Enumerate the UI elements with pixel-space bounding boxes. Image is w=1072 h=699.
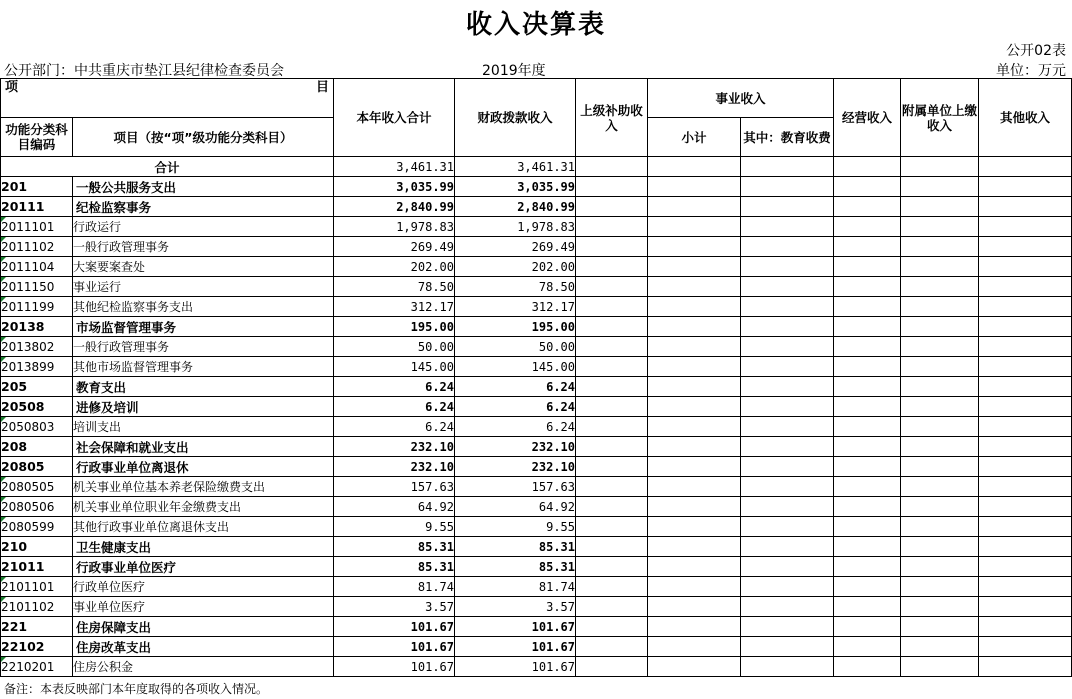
empty-cell <box>834 617 901 637</box>
table-row <box>1 317 1072 337</box>
table-row <box>1 497 1072 517</box>
row-total-income: 85.31 <box>334 557 455 577</box>
row-code: 2013899 <box>1 357 73 377</box>
empty-cell <box>834 517 901 537</box>
empty-cell <box>901 337 979 357</box>
empty-cell <box>901 437 979 457</box>
empty-cell <box>741 377 834 397</box>
empty-cell <box>979 557 1072 577</box>
row-total-income: 6.24 <box>334 377 455 397</box>
empty-cell <box>741 177 834 197</box>
row-code: 221 <box>1 617 73 637</box>
row-total-income: 6.24 <box>334 397 455 417</box>
empty-cell <box>741 577 834 597</box>
empty-cell <box>741 497 834 517</box>
row-total-income: 9.55 <box>334 517 455 537</box>
row-total-income: 78.50 <box>334 277 455 297</box>
row-name: 一般行政管理事务 <box>73 337 334 357</box>
table-row <box>1 397 1072 417</box>
empty-cell <box>901 397 979 417</box>
row-total-income: 85.31 <box>334 537 455 557</box>
row-name: 卫生健康支出 <box>73 537 334 557</box>
empty-cell <box>834 237 901 257</box>
total-label: 合计 <box>1 157 334 177</box>
row-total-income: 101.67 <box>334 617 455 637</box>
row-fiscal-income: 3,035.99 <box>455 177 576 197</box>
header-business-income: 事业收入 <box>648 79 834 118</box>
empty-cell <box>648 457 741 477</box>
row-fiscal-income: 157.63 <box>455 477 576 497</box>
row-name: 其他纪检监察事务支出 <box>73 297 334 317</box>
empty-cell <box>741 277 834 297</box>
row-fiscal-income: 195.00 <box>455 317 576 337</box>
form-code: 公开02表 <box>1006 43 1066 59</box>
empty-cell <box>979 277 1072 297</box>
empty-cell <box>979 517 1072 537</box>
table-row <box>1 577 1072 597</box>
row-total-income: 202.00 <box>334 257 455 277</box>
header-operating-income: 经营收入 <box>834 79 901 157</box>
empty-cell <box>648 357 741 377</box>
row-fiscal-income: 9.55 <box>455 517 576 537</box>
row-total-income: 6.24 <box>334 417 455 437</box>
row-fiscal-income: 312.17 <box>455 297 576 317</box>
table-row <box>1 357 1072 377</box>
empty-cell <box>979 357 1072 377</box>
row-total-income: 3,035.99 <box>334 177 455 197</box>
empty-cell <box>648 637 741 657</box>
row-total-income: 1,978.83 <box>334 217 455 237</box>
empty-cell <box>648 617 741 637</box>
empty-cell <box>979 477 1072 497</box>
empty-cell <box>648 257 741 277</box>
empty-cell <box>648 397 741 417</box>
empty-cell <box>834 457 901 477</box>
empty-cell <box>901 637 979 657</box>
empty-cell <box>834 657 901 677</box>
row-name: 行政运行 <box>73 217 334 237</box>
row-total-income: 195.00 <box>334 317 455 337</box>
empty-cell <box>979 637 1072 657</box>
empty-cell <box>576 277 648 297</box>
row-code: 2011150 <box>1 277 73 297</box>
empty-cell <box>979 177 1072 197</box>
empty-cell <box>901 417 979 437</box>
table-row <box>1 177 1072 197</box>
row-fiscal-income: 50.00 <box>455 337 576 357</box>
page-title: 收入决算表 <box>465 10 606 40</box>
row-name: 行政事业单位离退休 <box>73 457 334 477</box>
row-code: 205 <box>1 377 73 397</box>
empty-cell <box>741 217 834 237</box>
header-affiliated-income: 附属单位上缴收入 <box>901 79 979 157</box>
table-row <box>1 197 1072 217</box>
row-code: 201 <box>1 177 73 197</box>
empty-cell <box>901 617 979 637</box>
empty-cell <box>648 597 741 617</box>
empty-cell <box>901 517 979 537</box>
row-code: 20138 <box>1 317 73 337</box>
empty-cell <box>741 197 834 217</box>
empty-cell <box>648 497 741 517</box>
row-code: 2101101 <box>1 577 73 597</box>
empty-cell <box>741 317 834 337</box>
table-row <box>1 637 1072 657</box>
row-name: 其他行政事业单位离退休支出 <box>73 517 334 537</box>
empty-cell <box>979 577 1072 597</box>
empty-cell <box>741 477 834 497</box>
row-name: 行政单位医疗 <box>73 577 334 597</box>
empty-cell <box>901 657 979 677</box>
empty-cell <box>834 557 901 577</box>
department-label: 公开部门：中共重庆市垫江县纪律检查委员会 <box>4 63 284 79</box>
empty-cell <box>834 377 901 397</box>
row-code: 20508 <box>1 397 73 417</box>
empty-cell <box>979 377 1072 397</box>
empty-cell <box>901 577 979 597</box>
empty-cell <box>648 177 741 197</box>
empty-cell <box>834 257 901 277</box>
row-fiscal-income: 145.00 <box>455 357 576 377</box>
row-code: 20805 <box>1 457 73 477</box>
row-total-income: 232.10 <box>334 457 455 477</box>
empty-cell <box>901 357 979 377</box>
empty-cell <box>901 317 979 337</box>
empty-cell <box>576 357 648 377</box>
empty-cell <box>576 197 648 217</box>
empty-cell <box>741 437 834 457</box>
empty-cell <box>576 617 648 637</box>
row-name: 培训支出 <box>73 417 334 437</box>
empty-cell <box>834 397 901 417</box>
empty-cell <box>576 337 648 357</box>
table-row <box>1 597 1072 617</box>
row-code: 21011 <box>1 557 73 577</box>
empty-cell <box>979 457 1072 477</box>
row-total-income: 232.10 <box>334 437 455 457</box>
row-name: 事业运行 <box>73 277 334 297</box>
empty-cell <box>648 197 741 217</box>
empty-cell <box>648 237 741 257</box>
header-superior-subsidy: 上级补助收入 <box>576 79 648 157</box>
mu-label: 目 <box>315 80 329 95</box>
empty-cell <box>648 377 741 397</box>
empty-cell <box>648 557 741 577</box>
row-code: 2101102 <box>1 597 73 617</box>
empty-cell <box>979 217 1072 237</box>
empty-cell <box>901 197 979 217</box>
empty-cell <box>576 637 648 657</box>
empty-cell <box>834 337 901 357</box>
row-total-income: 312.17 <box>334 297 455 317</box>
row-total-income: 3.57 <box>334 597 455 617</box>
empty-cell <box>648 437 741 457</box>
empty-cell <box>741 557 834 577</box>
table-row <box>1 617 1072 637</box>
row-name: 住房改革支出 <box>73 637 334 657</box>
empty-cell <box>741 517 834 537</box>
unit-label: 单位：万元 <box>996 63 1066 79</box>
table-row <box>1 477 1072 497</box>
empty-cell <box>576 237 648 257</box>
table-row <box>1 457 1072 477</box>
empty-cell <box>741 257 834 277</box>
table-row <box>1 277 1072 297</box>
row-code: 2011104 <box>1 257 73 277</box>
row-fiscal-income: 85.31 <box>455 557 576 577</box>
table-row <box>1 417 1072 437</box>
row-name: 行政事业单位医疗 <box>73 557 334 577</box>
empty-cell <box>979 417 1072 437</box>
empty-cell <box>741 597 834 617</box>
row-fiscal-income: 101.67 <box>455 637 576 657</box>
row-name: 进修及培训 <box>73 397 334 417</box>
empty-cell <box>576 217 648 237</box>
empty-cell <box>901 217 979 237</box>
xiang-mu-header <box>1 79 334 118</box>
total-income-value: 3,461.31 <box>334 157 455 177</box>
row-name: 机关事业单位职业年金缴费支出 <box>73 497 334 517</box>
row-fiscal-income: 1,978.83 <box>455 217 576 237</box>
empty-cell <box>576 517 648 537</box>
empty-cell <box>834 537 901 557</box>
empty-cell <box>979 597 1072 617</box>
row-fiscal-income: 64.92 <box>455 497 576 517</box>
empty-cell <box>834 477 901 497</box>
empty-cell <box>741 297 834 317</box>
empty-cell <box>901 497 979 517</box>
empty-cell <box>834 577 901 597</box>
empty-cell <box>834 197 901 217</box>
header-total-income: 本年收入合计 <box>334 79 455 157</box>
empty-cell <box>576 437 648 457</box>
empty-cell <box>648 277 741 297</box>
row-fiscal-income: 78.50 <box>455 277 576 297</box>
empty-cell <box>648 297 741 317</box>
table-row <box>1 237 1072 257</box>
table-row <box>1 377 1072 397</box>
row-fiscal-income: 232.10 <box>455 437 576 457</box>
table-row <box>1 257 1072 277</box>
header-item: 项目（按“项”级功能分类科目） <box>73 118 334 157</box>
header-fiscal: 财政拨款收入 <box>455 79 576 157</box>
empty-cell <box>834 437 901 457</box>
empty-cell <box>741 637 834 657</box>
empty-cell <box>901 277 979 297</box>
total-fiscal-value: 3,461.31 <box>455 157 576 177</box>
empty-cell <box>979 397 1072 417</box>
row-total-income: 50.00 <box>334 337 455 357</box>
table-row <box>1 517 1072 537</box>
empty-cell <box>576 557 648 577</box>
empty-cell <box>648 537 741 557</box>
empty-cell <box>901 377 979 397</box>
row-total-income: 145.00 <box>334 357 455 377</box>
row-name: 纪检监察事务 <box>73 197 334 217</box>
empty-cell <box>741 357 834 377</box>
row-total-income: 64.92 <box>334 497 455 517</box>
row-fiscal-income: 232.10 <box>455 457 576 477</box>
row-fiscal-income: 269.49 <box>455 237 576 257</box>
year-label: 2019年度 <box>482 63 546 79</box>
empty-cell <box>648 477 741 497</box>
row-fiscal-income: 101.67 <box>455 617 576 637</box>
empty-cell <box>834 357 901 377</box>
empty-cell <box>901 297 979 317</box>
table-row <box>1 557 1072 577</box>
header-subtotal: 小计 <box>648 118 741 157</box>
empty-cell <box>576 457 648 477</box>
row-fiscal-income: 101.67 <box>455 657 576 677</box>
row-code: 20111 <box>1 197 73 217</box>
empty-cell <box>648 317 741 337</box>
row-code: 22102 <box>1 637 73 657</box>
empty-cell <box>834 297 901 317</box>
empty-cell <box>979 657 1072 677</box>
empty-cell <box>979 257 1072 277</box>
row-fiscal-income: 81.74 <box>455 577 576 597</box>
empty-cell <box>834 497 901 517</box>
table-row <box>1 297 1072 317</box>
row-total-income: 101.67 <box>334 637 455 657</box>
row-total-income: 101.67 <box>334 657 455 677</box>
row-name: 一般行政管理事务 <box>73 237 334 257</box>
row-fiscal-income: 6.24 <box>455 377 576 397</box>
xiang-label: 项 <box>5 80 19 95</box>
row-code: 2210201 <box>1 657 73 677</box>
empty-cell <box>648 657 741 677</box>
empty-cell <box>834 217 901 237</box>
row-code: 2011199 <box>1 297 73 317</box>
empty-cell <box>741 237 834 257</box>
empty-cell <box>741 617 834 637</box>
row-code: 2080599 <box>1 517 73 537</box>
empty-cell <box>834 597 901 617</box>
empty-cell <box>979 317 1072 337</box>
row-code: 2080506 <box>1 497 73 517</box>
row-fiscal-income: 2,840.99 <box>455 197 576 217</box>
empty-cell <box>901 477 979 497</box>
empty-cell <box>979 497 1072 517</box>
empty-cell <box>901 177 979 197</box>
empty-cell <box>648 217 741 237</box>
empty-cell <box>576 597 648 617</box>
empty-cell <box>979 617 1072 637</box>
row-total-income: 157.63 <box>334 477 455 497</box>
empty-cell <box>576 297 648 317</box>
empty-cell <box>576 657 648 677</box>
empty-cell <box>979 437 1072 457</box>
empty-cell <box>741 457 834 477</box>
row-code: 2050803 <box>1 417 73 437</box>
income-table <box>0 78 1072 677</box>
empty-cell <box>648 417 741 437</box>
empty-cell <box>901 457 979 477</box>
empty-cell <box>979 237 1072 257</box>
empty-cell <box>834 417 901 437</box>
empty-cell <box>834 177 901 197</box>
row-code: 2013802 <box>1 337 73 357</box>
empty-cell <box>576 477 648 497</box>
empty-cell <box>648 337 741 357</box>
table-row <box>1 217 1072 237</box>
empty-cell <box>576 577 648 597</box>
empty-cell <box>576 397 648 417</box>
row-fiscal-income: 85.31 <box>455 537 576 557</box>
row-total-income: 81.74 <box>334 577 455 597</box>
empty-cell <box>834 277 901 297</box>
empty-cell <box>901 257 979 277</box>
row-name: 一般公共服务支出 <box>73 177 334 197</box>
row-name: 大案要案查处 <box>73 257 334 277</box>
empty-cell <box>901 237 979 257</box>
row-fiscal-income: 6.24 <box>455 397 576 417</box>
header-other-income: 其他收入 <box>979 79 1072 157</box>
row-code: 2011102 <box>1 237 73 257</box>
row-name: 市场监督管理事务 <box>73 317 334 337</box>
empty-cell <box>901 557 979 577</box>
row-name: 社会保障和就业支出 <box>73 437 334 457</box>
row-total-income: 2,840.99 <box>334 197 455 217</box>
empty-cell <box>741 417 834 437</box>
empty-cell <box>741 397 834 417</box>
row-total-income: 269.49 <box>334 237 455 257</box>
empty-cell <box>576 177 648 197</box>
row-fiscal-income: 6.24 <box>455 417 576 437</box>
table-row <box>1 537 1072 557</box>
row-fiscal-income: 3.57 <box>455 597 576 617</box>
empty-cell <box>576 377 648 397</box>
footnote: 备注：本表反映部门本年度取得的各项收入情况。 <box>4 682 269 696</box>
row-code: 2080505 <box>1 477 73 497</box>
row-fiscal-income: 202.00 <box>455 257 576 277</box>
empty-cell <box>901 537 979 557</box>
row-code: 2011101 <box>1 217 73 237</box>
table-row <box>1 437 1072 457</box>
row-name: 其他市场监督管理事务 <box>73 357 334 377</box>
row-code: 208 <box>1 437 73 457</box>
row-name: 住房公积金 <box>73 657 334 677</box>
row-code: 210 <box>1 537 73 557</box>
table-row <box>1 657 1072 677</box>
header-code: 功能分类科目编码 <box>1 118 73 157</box>
empty-cell <box>648 517 741 537</box>
row-name: 事业单位医疗 <box>73 597 334 617</box>
empty-cell <box>741 337 834 357</box>
empty-cell <box>834 317 901 337</box>
empty-cell <box>576 417 648 437</box>
header-education-fee: 其中：教育收费 <box>741 118 834 157</box>
table-row <box>1 337 1072 357</box>
empty-cell <box>979 297 1072 317</box>
empty-cell <box>576 497 648 517</box>
row-name: 机关事业单位基本养老保险缴费支出 <box>73 477 334 497</box>
empty-cell <box>979 337 1072 357</box>
empty-cell <box>741 537 834 557</box>
empty-cell <box>648 577 741 597</box>
empty-cell <box>576 537 648 557</box>
empty-cell <box>576 257 648 277</box>
empty-cell <box>979 537 1072 557</box>
empty-cell <box>979 197 1072 217</box>
empty-cell <box>834 637 901 657</box>
row-name: 住房保障支出 <box>73 617 334 637</box>
empty-cell <box>576 317 648 337</box>
empty-cell <box>741 657 834 677</box>
empty-cell <box>901 597 979 617</box>
row-name: 教育支出 <box>73 377 334 397</box>
